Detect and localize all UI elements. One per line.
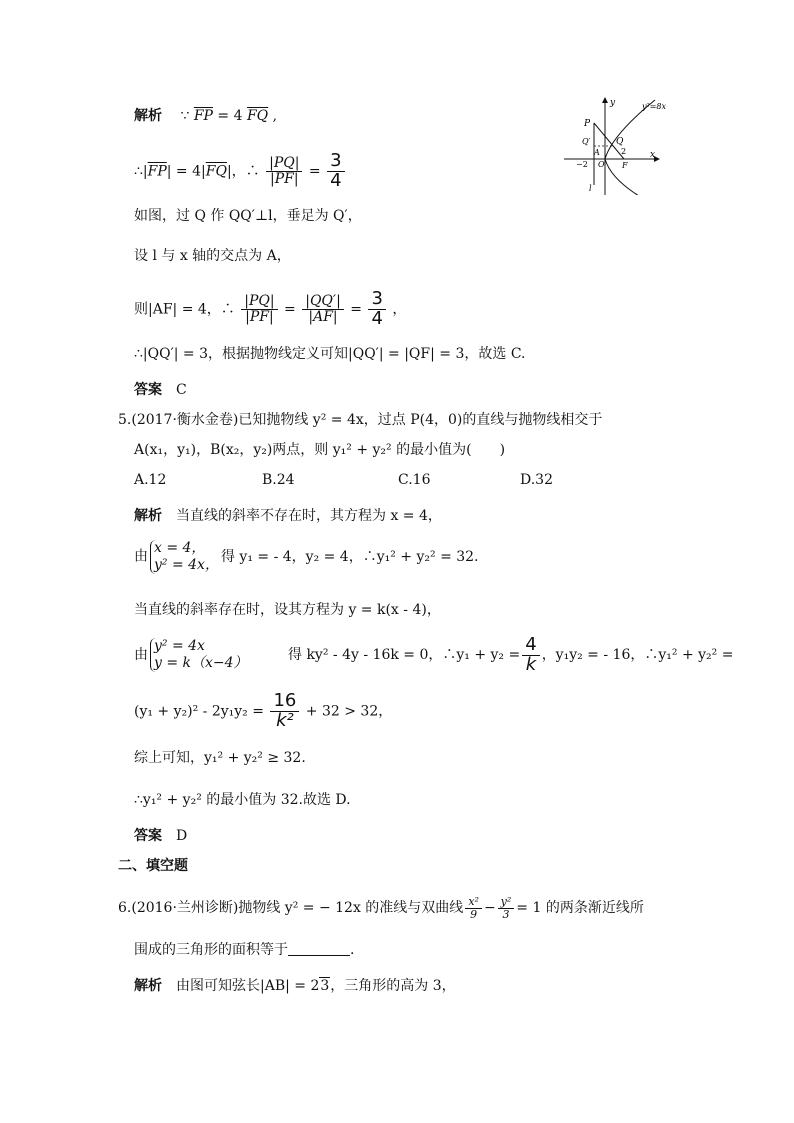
q5-sol4: 由 y² = 4x y = k（x−4） 得 ky² - 4y - 16k = 0，∴y₁ + y₂ = $\frac{4}{k}$ ，y₁y₂ = - 16，∴y₁² + y₂² = (134, 634, 734, 675)
q5-sol5: (y₁ + y₂)² - 2y₁y₂ = $\frac{16}{\text{k²}}$ + 32 > 32， (134, 690, 393, 731)
q5-sol1: 解析 当直线的斜率不存在时，其方程为 x = 4， (134, 508, 442, 524)
fig-label-q: Q (616, 137, 624, 147)
option-c: C.16 (398, 472, 431, 488)
q6-stem1: 6.(2016·兰州诊断)抛物线 y² = − 12x 的准线与双曲线 $\frac{\text{x²}}{9}$ − $\frac{\text{y²}}{3}$ = 1 的两条渐近线所 (118, 895, 644, 921)
q4-line2: $\therefore|\overline{FP}| = 4|\overline{FQ}|$，∴ $\frac{|PQ|}{|PF|}$ = $\frac{3}{4}$ (134, 152, 347, 191)
parabola-curve (605, 100, 655, 195)
q4-answer: 答案 C (134, 382, 187, 398)
option-b: B.24 (262, 472, 295, 488)
q4-line5: 则|AF| = 4，∴ $\frac{|PQ|}{|PF|}$ = $\frac{|QQ'|}{|AF|}$ = $\frac{3}{4}$ ， (134, 288, 407, 329)
jiexi-label: 解析 (134, 108, 162, 124)
sqrt-3: 3 (320, 978, 330, 994)
q5-answer: 答案 D (134, 828, 188, 844)
fig-label-o: O (598, 160, 605, 169)
daan-label: 答案 (134, 382, 162, 398)
fig-label-a: A (594, 148, 600, 157)
vector-fp: $\overline{FP}$ (193, 108, 213, 124)
fig-label-qp: Q′ (582, 137, 591, 146)
q5-sol3: 当直线的斜率存在时，设其方程为 y = k(x - 4)， (134, 602, 441, 618)
y-axis-arrow-icon (602, 97, 608, 103)
fig-label-curve: y²=8x (642, 102, 667, 111)
vector-fq: $\overline{FQ}$ (246, 108, 269, 124)
answer-blank[interactable] (288, 955, 350, 956)
q4-line3: 如图，过 Q 作 QQ′⊥l，垂足为 Q′， (134, 208, 362, 224)
option-a: A.12 (134, 472, 167, 488)
fig-label-y: y (610, 98, 616, 108)
fig-label-p: P (584, 119, 591, 129)
q5-stem1: 5.(2017·衡水金卷)已知抛物线 y² = 4x，过点 P(4，0)的直线与抛物线相交于 (118, 412, 603, 428)
equation-system-2: y² = 4x y = k（x−4） (150, 638, 286, 672)
q4-line4: 设 l 与 x 轴的交点为 A， (134, 248, 291, 264)
q6-sol1: 解析 由图可知弦长|AB| = 23，三角形的高为 3， (134, 978, 456, 994)
q5-stem2: A(x₁，y₁)，B(x₂，y₂)两点，则 y₁² + y₂² 的最小值为( ) (134, 442, 506, 458)
q4-line1: 解析 ∵ $\overline{FP} = 4$ $\overline{FQ}$ , (134, 108, 278, 124)
fig-label-l: l (589, 184, 592, 193)
fig-label-neg2: −2 (576, 160, 588, 169)
q5-sol7: ∴y₁² + y₂² 的最小值为 32.故选 D. (134, 792, 351, 808)
option-d: D.32 (520, 472, 553, 488)
fig-label-f: F (622, 161, 628, 170)
q5-sol2: 由 x = 4， y² = 4x， 得 y₁ = - 4，y₂ = 4，∴y₁² + y₂² = 32. (134, 540, 479, 573)
fraction-3-4: $\frac{3}{4}$ (327, 152, 344, 191)
q5-options (134, 470, 553, 490)
parabola-figure (560, 95, 670, 195)
fraction-pq-pf: $\frac{|PQ|}{|PF|}$ (266, 156, 302, 186)
fig-label-x: x (650, 150, 656, 160)
q6-stem2: 围成的三角形的面积等于 . (134, 942, 355, 958)
section-heading: 二、填空题 (118, 858, 188, 874)
fig-label-2: 2 (621, 147, 627, 156)
equation-system-1: x = 4， y² = 4x， (150, 540, 219, 574)
q4-line6: ∴|QQ′| = 3，根据抛物线定义可知|QQ′| = |QF| = 3，故选 C. (134, 346, 526, 362)
q5-sol6: 综上可知，y₁² + y₂² ≥ 32. (134, 750, 306, 766)
